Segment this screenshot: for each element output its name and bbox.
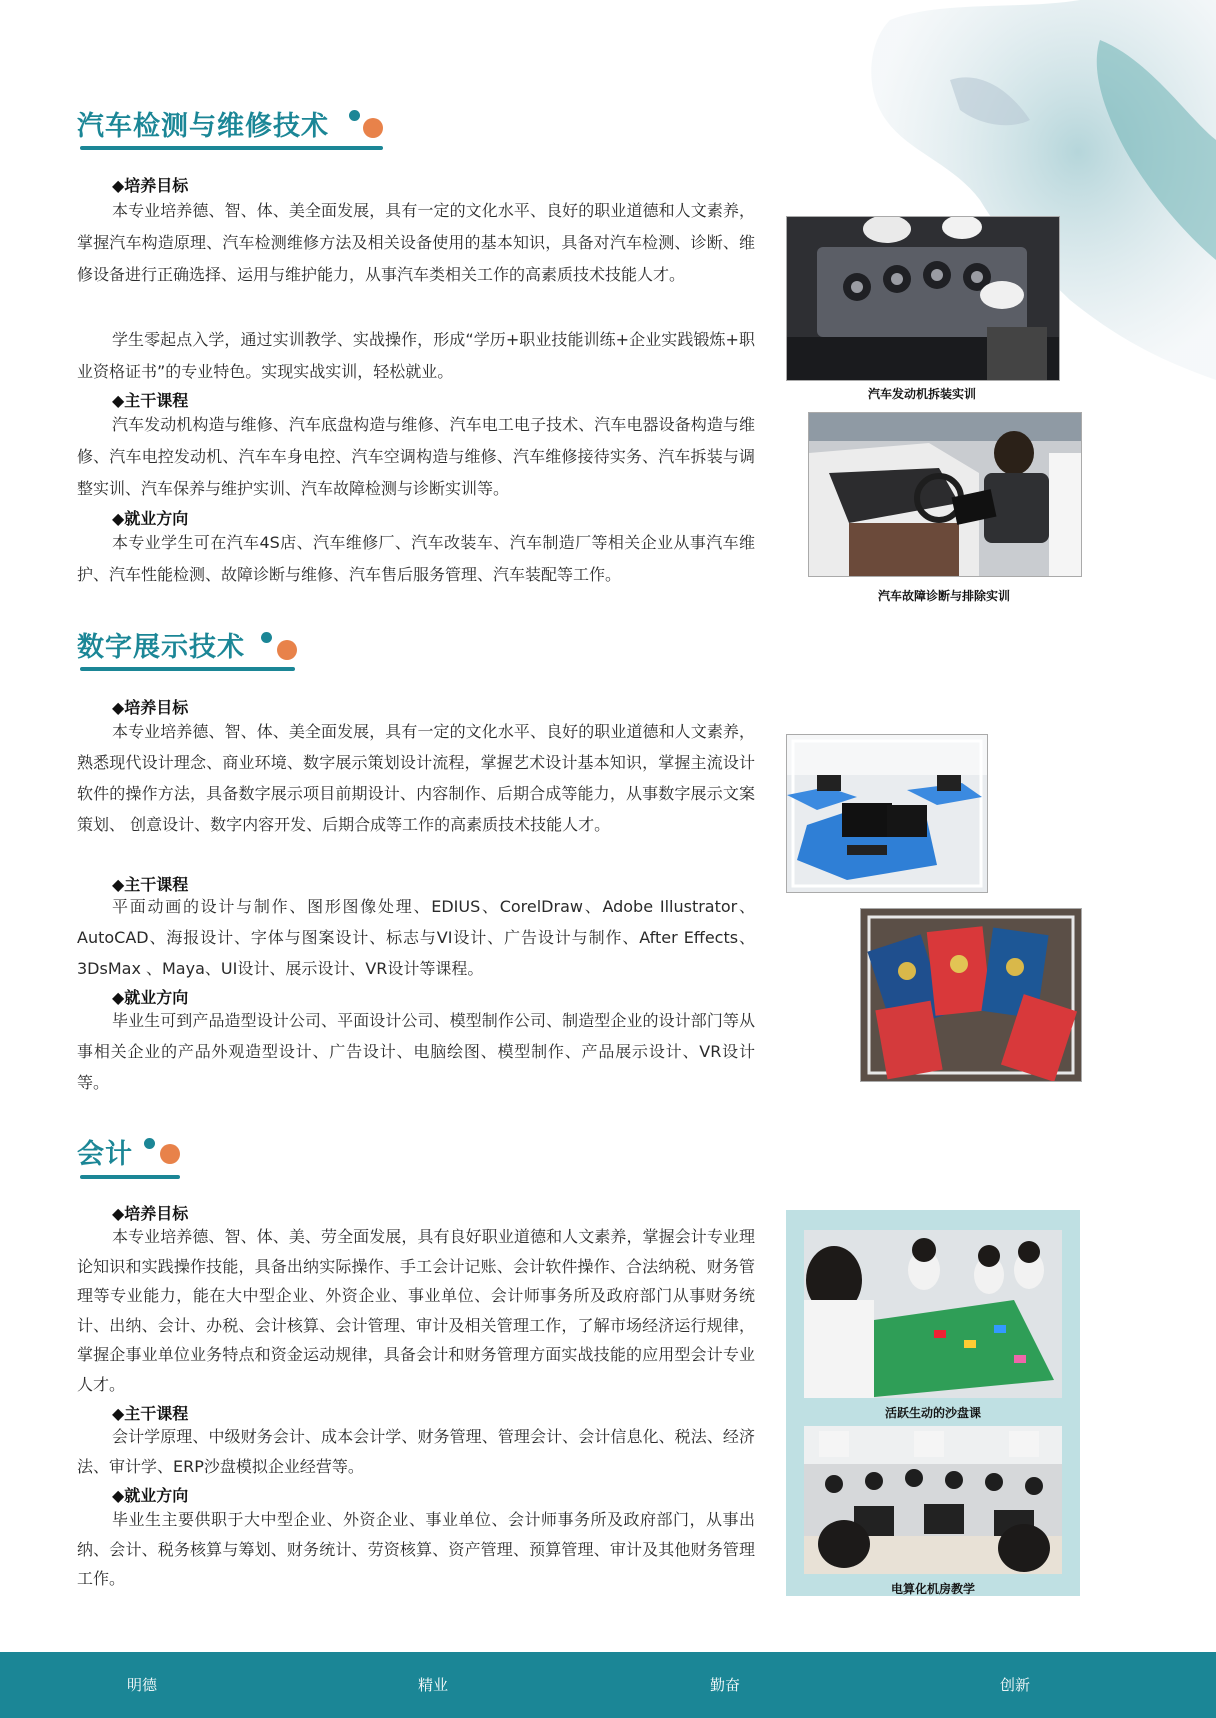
section-title-accounting: 会计 xyxy=(77,1139,133,1170)
job-heading: ◆就业方向 xyxy=(112,1486,189,1505)
title-dot-orange xyxy=(160,1144,180,1164)
title-dot-teal xyxy=(261,632,272,643)
goal-paragraph: 本专业培养德、智、体、美全面发展，具有一定的文化水平、良好的职业道德和人文素养，掌握汽车构造原理、汽车检测维修方法及相关设备使用的基本知识，具备对汽车检测、诊断、维修设备进行正确选择、运用与维护能力，从事汽车类相关工作的高素质技术技能人才。 xyxy=(77,201,755,284)
section-title-digital-display: 数字展示技术 xyxy=(77,632,245,663)
footer-motto: 明德 xyxy=(127,1676,158,1694)
section-title-auto: 汽车检测与维修技术 xyxy=(77,111,329,142)
course-heading: ◆主干课程 xyxy=(112,875,189,894)
course-paragraph: 会计学原理、中级财务会计、成本会计学、财务管理、管理会计、会计信息化、税法、经济法、审计学、ERP沙盘模拟企业经营等。 xyxy=(77,1427,755,1476)
goal-paragraph: 本专业培养德、智、体、美全面发展，具有一定的文化水平、良好的职业道德和人文素养，熟悉现代设计理念、商业环境、数字展示策划设计流程，掌握艺术设计基本知识，掌握主流设计软件的操作方法，具备数字展示项目前期设计、内容制作、后期合成等能力，从事数字展示文案策划、 创意设计、数字内容开发、后期合成等工作的高素质技术技能人才。 xyxy=(77,722,755,834)
goal-heading: ◆培养目标 xyxy=(112,698,189,717)
goal-heading: ◆培养目标 xyxy=(112,176,189,195)
job-paragraph: 毕业生主要供职于大中型企业、外资企业、事业单位、会计师事务所及政府部门，从事出纳、会计、税务核算与筹划、财务统计、劳资核算、资产管理、预算管理、审计及其他财务管理工作。 xyxy=(77,1510,755,1588)
photo-car-diagnosis xyxy=(808,412,1082,577)
title-dot-teal xyxy=(144,1138,155,1149)
footer-bar xyxy=(0,1652,1216,1718)
photo-caption: 活跃生动的沙盘课 xyxy=(884,1406,981,1420)
job-paragraph: 本专业学生可在汽车4S店、汽车维修厂、汽车改装车、汽车制造厂等相关企业从事汽车维护、汽车性能检测、故障诊断与维修、汽车售后服务管理、汽车装配等工作。 xyxy=(77,533,755,584)
goal-heading: ◆培养目标 xyxy=(112,1204,189,1223)
goal-paragraph-2: 学生零起点入学，通过实训教学、实战操作，形成“学历+职业技能训练+企业实践锻炼+职业资格证书”的专业特色。实现实战实训，轻松就业。 xyxy=(77,330,755,381)
photo-engine-disassembly xyxy=(786,216,1060,381)
job-heading: ◆就业方向 xyxy=(112,509,189,528)
photo-sandbox-class xyxy=(804,1230,1062,1398)
title-underline xyxy=(80,1175,180,1179)
title-dot-orange xyxy=(277,640,297,660)
photo-caption: 汽车发动机拆装实训 xyxy=(867,387,976,401)
course-paragraph: 汽车发动机构造与维修、汽车底盘构造与维修、汽车电工电子技术、汽车电器设备构造与维修、汽车电控发动机、汽车车身电控、汽车空调构造与维修、汽车维修接待实务、汽车拆装与调整实训、汽车保养与维护实训、汽车故障检测与诊断实训等。 xyxy=(77,415,755,498)
course-heading: ◆主干课程 xyxy=(112,1404,189,1423)
job-paragraph: 毕业生可到产品造型设计公司、平面设计公司、模型制作公司、制造型企业的设计部门等从事相关企业的产品外观造型设计、广告设计、电脑绘图、模型制作、产品展示设计、VR设计等。 xyxy=(77,1011,755,1092)
title-underline xyxy=(80,667,295,671)
photo-design-lab xyxy=(786,734,988,893)
title-dot-orange xyxy=(363,118,383,138)
photo-caption: 电算化机房教学 xyxy=(890,1582,975,1596)
photo-qualification-certificates xyxy=(860,908,1082,1082)
footer-motto: 精业 xyxy=(418,1676,449,1694)
footer-motto: 创新 xyxy=(1000,1676,1031,1694)
title-underline xyxy=(80,146,383,150)
title-dot-teal xyxy=(349,110,360,121)
goal-paragraph: 本专业培养德、智、体、美、劳全面发展，具有良好职业道德和人文素养，掌握会计专业理论知识和实践操作技能，具备出纳实际操作、手工会计记账、会计软件操作、合法纳税、财务管理等专业能力，能在大中型企业、外资企业、事业单位、会计师事务所及政府部门从事财务统计、出纳、会计、办税、会计核算、会计管理、审计及相关管理工作，了解市场经济运行规律，掌握企事业单位业务特点和资金运动规律，具备会计和财务管理方面实战技能的应用型会计专业人才。 xyxy=(77,1227,755,1394)
course-heading: ◆主干课程 xyxy=(112,391,189,410)
footer-motto: 勤奋 xyxy=(710,1676,741,1694)
photo-computer-classroom xyxy=(804,1426,1062,1574)
job-heading: ◆就业方向 xyxy=(112,988,189,1007)
course-paragraph: 平面动画的设计与制作、图形图像处理、EDIUS、CorelDraw、Adobe Illustrator、AutoCAD、海报设计、字体与图案设计、标志与VI设计、广告设计与制作、After Effects、3DsMax 、Maya、UI设计、展示设计、VR设计等课程。 xyxy=(77,897,755,978)
photo-caption: 汽车故障诊断与排除实训 xyxy=(877,589,1010,603)
